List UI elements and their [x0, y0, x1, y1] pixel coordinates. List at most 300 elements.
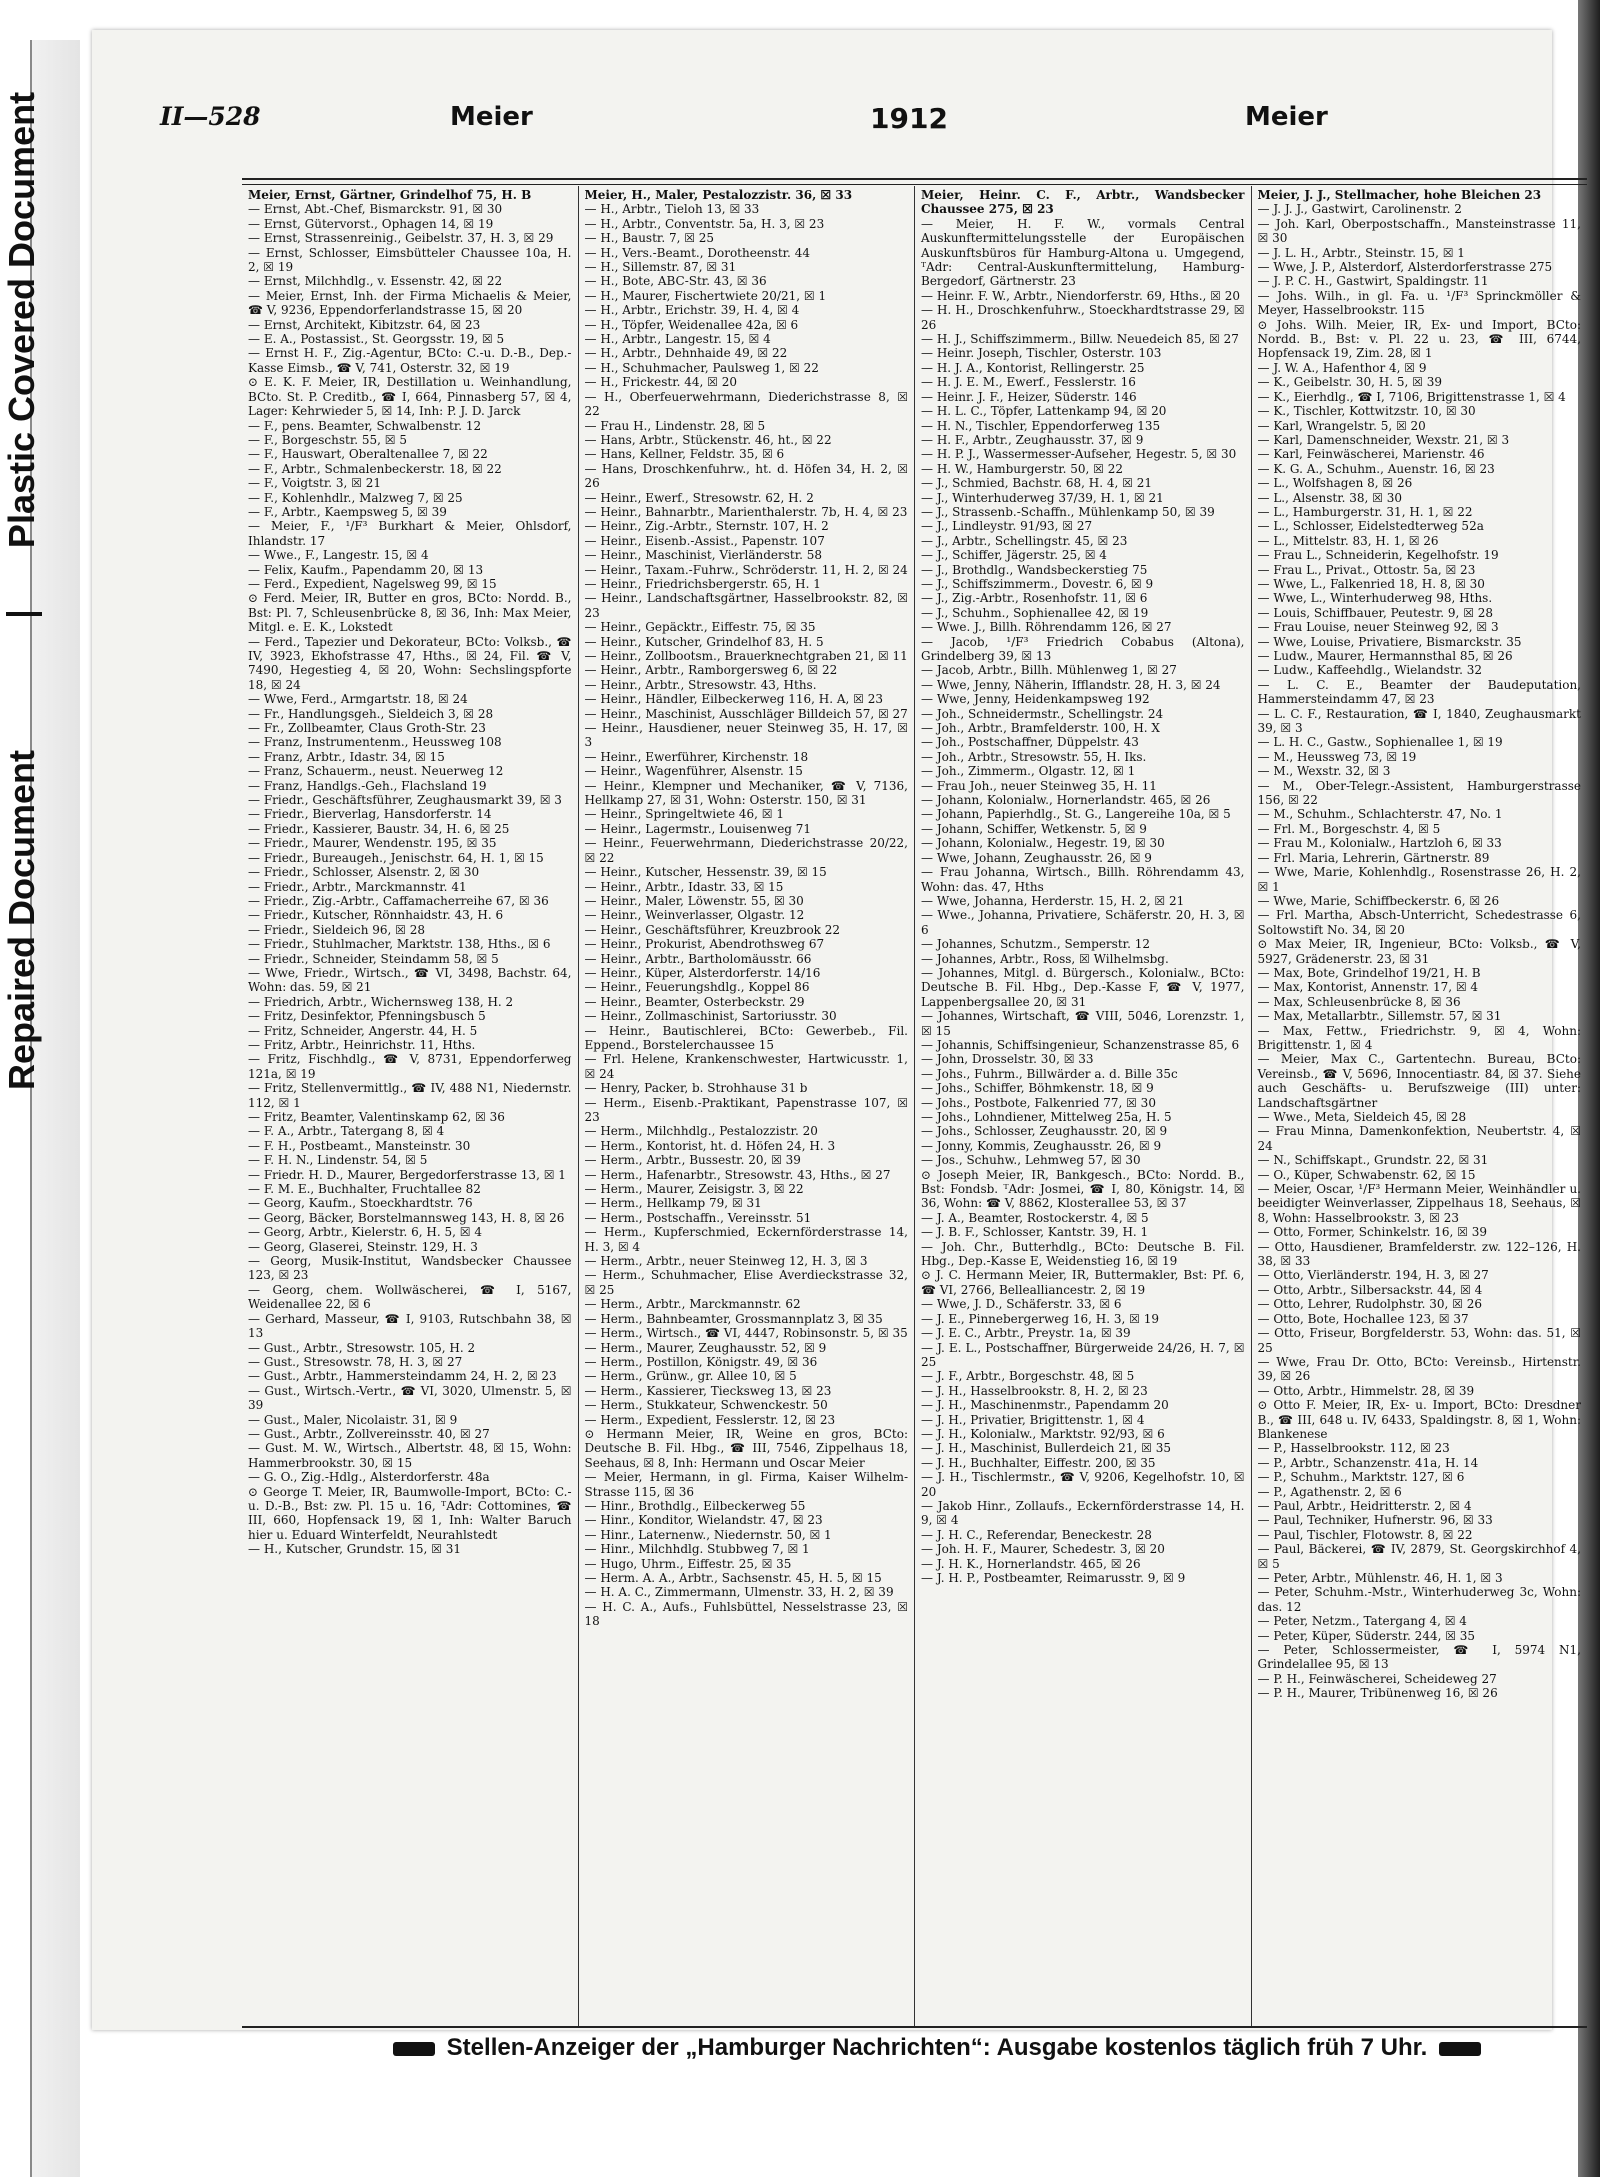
directory-entry: — Joh. H. F., Maurer, Schedestr. 3, ☒ 20	[921, 1542, 1165, 1557]
directory-entry: — Heinr., Zollbootsm., Brauerknechtgraben 21, ☒ 11	[584, 649, 908, 663]
directory-entry: — J. H., Maschinist, Bullerdeich 21, ☒ 35	[921, 1441, 1171, 1456]
directory-entry: — Otto, Arbtr., Himmelstr. 28, ☒ 39	[1257, 1383, 1475, 1398]
directory-entry: — P., Arbtr., Schanzenstr. 41a, H. 14	[1257, 1455, 1479, 1470]
directory-entry: — H. L. C., Töpfer, Lattenkamp 94, ☒ 20	[921, 404, 1167, 419]
directory-entry: — Frl. Helene, Krankenschwester, Hartwicusstr. 1, ☒ 24	[584, 1052, 908, 1081]
directory-entry: — Otto, Friseur, Borgfelderstr. 53, Wohn: das. 51, ☒ 25	[1257, 1326, 1581, 1355]
directory-entry: — J. F., Arbtr., Borgeschstr. 48, ☒ 5	[921, 1369, 1135, 1384]
directory-entry: ⊙ Hermann Meier, IR, Weine en gros, BCto: Deutsche B. Fil. Hbg., ☎ III, 7546, Zippelhaus 18, Seehaus, ☒ 8, Inh: Hermann und Oscar Meier	[584, 1426, 908, 1470]
directory-entry: — K. G. A., Schuhm., Auenstr. 16, ☒ 23	[1257, 461, 1495, 476]
directory-entry: — Heinr., Arbtr., Bartholomäusstr. 66	[584, 951, 812, 966]
directory-entry: — Georg, Musik-Institut, Wandsbecker Chaussee 123, ☒ 23	[248, 1254, 572, 1283]
directory-entry: — F. M. E., Buchhalter, Fruchtallee 82	[248, 1182, 481, 1197]
directory-entry: — Wwe, Louise, Privatiere, Bismarckstr. 35	[1257, 634, 1522, 649]
directory-entry: — Paul, Tischler, Flotowstr. 8, ☒ 22	[1257, 1527, 1473, 1542]
side-label-separator	[6, 612, 42, 616]
directory-entry: — Frl. M., Borgeschstr. 4, ☒ 5	[1257, 821, 1441, 836]
directory-entry: Meier, H., Maler, Pestalozzistr. 36, ☒ 33	[584, 188, 853, 202]
directory-entry: — Heinr., Kutscher, Hessenstr. 39, ☒ 15	[584, 865, 827, 880]
directory-entry: — Jonny, Kommis, Zeughausstr. 26, ☒ 9	[921, 1138, 1162, 1153]
directory-entry: — Otto, Lehrer, Rudolphstr. 30, ☒ 26	[1257, 1297, 1483, 1312]
directory-entry: — Otto, Former, Schinkelstr. 16, ☒ 39	[1257, 1225, 1488, 1240]
directory-entry: — Hugo, Uhrm., Eiffestr. 25, ☒ 35	[584, 1556, 792, 1571]
directory-entry: — Heinr., Händler, Eilbeckerweg 116, H. A, ☒ 23	[584, 692, 884, 707]
directory-entry: — J., Brothdlg., Wandsbeckerstieg 75	[921, 562, 1148, 577]
directory-entry: — Herm., Wirtsch., ☎ VI, 4447, Robinsonstr. 5, ☒ 35	[584, 1326, 908, 1341]
directory-entry: — Heinr., Zig.-Arbtr., Sternstr. 107, H. 2	[584, 519, 829, 534]
directory-entry: — Paul, Arbtr., Heidritterstr. 2, ☒ 4	[1257, 1498, 1472, 1513]
directory-entry: — Heinr. J. F., Heizer, Süderstr. 146	[921, 389, 1137, 404]
directory-entry: — Felix, Kaufm., Papendamm 20, ☒ 13	[248, 562, 484, 577]
directory-entry: — Gust., Maler, Nicolaistr. 31, ☒ 9	[248, 1412, 458, 1427]
directory-entry: — J., Schuhm., Sophienallee 42, ☒ 19	[921, 605, 1149, 620]
directory-entry: — Gust., Arbtr., Stresowstr. 105, H. 2	[248, 1340, 476, 1355]
directory-entry: — F., Kohlenhdlr., Malzweg 7, ☒ 25	[248, 490, 463, 505]
directory-entry: — Heinr., Ewerf., Stresowstr. 62, H. 2	[584, 490, 814, 505]
directory-entry: — Ferd., Expedient, Nagelsweg 99, ☒ 15	[248, 576, 497, 591]
column-1	[242, 186, 579, 2026]
directory-entry: — L. H. C., Gastw., Sophienallee 1, ☒ 19	[1257, 735, 1503, 750]
directory-entry: — F., Hauswart, Oberaltenallee 7, ☒ 22	[248, 447, 488, 462]
directory-entry: — Ludw., Maurer, Hermannsthal 85, ☒ 26	[1257, 649, 1513, 663]
directory-entry: — Joh., Postschaffner, Düppelstr. 43	[921, 735, 1139, 750]
directory-entry: — Meier, H. F. W., vormals Central Auskunftermittelungsstelle der Europäischen Auskunftsbüros für Hamburg-Altona u. Umgegend, ᵀAdr: Central-Auskunftermittelung, Hamburg-Bergedorf, Gärtnerstr. 23	[921, 216, 1245, 289]
directory-entry: — Herm., Kassierer, Tiecksweg 13, ☒ 23	[584, 1383, 832, 1398]
directory-entry: — Friedr., Bierverlag, Hansdorferstr. 14	[248, 807, 492, 822]
directory-entry: — Friedr., Sieldeich 96, ☒ 28	[248, 922, 425, 937]
directory-entry: — J., Schmied, Bachstr. 68, H. 4, ☒ 21	[921, 476, 1152, 491]
directory-entry: — Ferd., Tapezier und Dekorateur, BCto: Volksb., ☎ IV, 3923, Ekhofstrasse 47, Hths., ☒ 24, Fil. ☎ V, 7490, Hegestieg 4, ☒ 20, Wohn: Sechslingspforte 18, ☒ 24	[248, 634, 572, 692]
directory-entry: — M., Wexstr. 32, ☒ 3	[1257, 764, 1391, 779]
directory-entry: — H., Vers.-Beamt., Dorotheenstr. 44	[584, 245, 810, 260]
directory-entry: — F. H., Postbeamt., Mansteinstr. 30	[248, 1138, 471, 1153]
directory-entry: — Heinr., Maschinist, Ausschläger Billdeich 57, ☒ 27	[584, 706, 908, 721]
directory-entry: — Herm., Maurer, Zeisigstr. 3, ☒ 22	[584, 1182, 804, 1197]
directory-entry: — F. H. N., Lindenstr. 54, ☒ 5	[248, 1153, 428, 1168]
column-3	[915, 186, 1252, 2026]
directory-entry: — F., Voigtstr. 3, ☒ 21	[248, 476, 381, 491]
directory-entry: — Heinr., Küper, Alsterdorferstr. 14/16	[584, 965, 821, 980]
directory-entry: — Heinr., Eisenb.-Assist., Papenstr. 107	[584, 533, 825, 548]
directory-entry: — Georg, chem. Wollwäscherei, ☎ I, 5167, Weidenallee 22, ☒ 6	[248, 1282, 572, 1312]
directory-entry: — J. E. L., Postschaffner, Bürgerweide 24/26, H. 7, ☒ 25	[921, 1340, 1245, 1369]
directory-entry: — Johann, Papierhdlg., St. G., Langereihe 10a, ☒ 5	[921, 807, 1231, 822]
directory-entry: — Meier, Max C., Gartentechn. Bureau, BCto: Vereinsb., ☎ V, 5696, Innocentiastr. 84, ☒ 37. Siehe auch Geschäfts- u. Berufszweige (III) unter: Landschaftsgärtner	[1257, 1052, 1581, 1110]
directory-entry: — Georg, Bäcker, Borstelmannsweg 143, H. 8, ☒ 26	[248, 1210, 565, 1225]
directory-entry: — J. H. C., Referendar, Beneckestr. 28	[921, 1527, 1152, 1542]
directory-entry: — Henry, Packer, b. Strohhause 31 b	[584, 1081, 808, 1096]
directory-entry: — Paul, Techniker, Hufnerstr. 96, ☒ 33	[1257, 1513, 1493, 1528]
directory-entry: — Heinr., Maler, Löwenstr. 55, ☒ 30	[584, 893, 804, 908]
directory-entry: — Heinr., Weinverlasser, Olgastr. 12	[584, 908, 805, 923]
directory-entry: — Johann, Kolonialw., Hegestr. 19, ☒ 30	[921, 836, 1165, 851]
directory-entry: — Johannes, Mitgl. d. Bürgersch., Kolonialw., BCto: Deutsche B. Fil. Hbg., Dep.-Kasse F, ☎ V, 1977, Lappenbergsallee 20, ☒ 31	[921, 965, 1245, 1009]
side-label-repaired-text: Repaired Document	[1, 749, 43, 1091]
directory-entry: — Herm., Hafenarbtr., Stresowstr. 43, Hths., ☒ 27	[584, 1167, 891, 1182]
directory-entry: — Otto, Vierländerstr. 194, H. 3, ☒ 27	[1257, 1268, 1489, 1283]
directory-entry: — Wwe, Ferd., Armgartstr. 18, ☒ 24	[248, 692, 468, 707]
pointing-hand-icon	[1439, 2042, 1481, 2056]
directory-entry: — J. H., Tischlermstr., ☎ V, 9206, Kegelhofstr. 10, ☒ 20	[921, 1470, 1245, 1499]
directory-entry: — Herm., Postillon, Königstr. 49, ☒ 36	[584, 1354, 818, 1369]
directory-entry: — Heinr., Lagermstr., Louisenweg 71	[584, 821, 812, 836]
directory-entry: — Frau L., Schneiderin, Kegelhofstr. 19	[1257, 548, 1499, 563]
directory-entry: — F., pens. Beamter, Schwalbenstr. 12	[248, 418, 482, 433]
directory-entry: — J., Schiffer, Jägerstr. 25, ☒ 4	[921, 548, 1107, 563]
directory-entry: — H., Arbtr., Langestr. 15, ☒ 4	[584, 332, 771, 347]
column-4	[1252, 186, 1588, 2026]
directory-entry: — Gust., Wirtsch.-Vertr., ☎ VI, 3020, Ulmenstr. 5, ☒ 39	[248, 1383, 572, 1413]
directory-entry: — Ernst, Gütervorst., Ophagen 14, ☒ 19	[248, 216, 494, 231]
directory-entry: — J. H., Hasselbrookstr. 8, H. 2, ☒ 23	[921, 1383, 1148, 1398]
directory-entry: — Johann, Schiffer, Wetkenstr. 5, ☒ 9	[921, 821, 1147, 836]
directory-entry: — J. A., Beamter, Rostockerstr. 4, ☒ 5	[921, 1210, 1149, 1225]
directory-entry: — H., Töpfer, Weidenallee 42a, ☒ 6	[584, 317, 799, 332]
directory-entry: — Ernst H. F., Zig.-Agentur, BCto: C.-u. D.-B., Dep.-Kasse Eimsb., ☎ V, 741, Osterstr. 32, ☒ 19	[248, 346, 572, 375]
directory-entry: — Heinr., Arbtr., Ramborgersweg 6, ☒ 22	[584, 663, 838, 678]
directory-entry: — Fritz, Arbtr., Heinrichstr. 11, Hths.	[248, 1037, 476, 1052]
directory-entry: — Herm., Schuhmacher, Elise Averdieckstrasse 32, ☒ 25	[584, 1268, 908, 1297]
directory-entry: — Friedrich, Arbtr., Wichernsweg 138, H. 2	[248, 994, 514, 1009]
directory-entry: — F., Borgeschstr. 55, ☒ 5	[248, 432, 408, 447]
directory-entry: — K., Eierhdlg., ☎ I, 7106, Brigittenstrasse 1, ☒ 4	[1257, 389, 1566, 404]
directory-entry: — Max, Fettw., Friedrichstr. 9, ☒ 4, Wohn: Brigittenstr. 1, ☒ 4	[1257, 1023, 1581, 1052]
directory-entry: — P., Agathenstr. 2, ☒ 6	[1257, 1484, 1402, 1499]
directory-entry: — Friedr., Arbtr., Marckmannstr. 41	[248, 879, 467, 894]
directory-entry: — Karl, Wrangelstr. 5, ☒ 20	[1257, 418, 1426, 433]
directory-entry: — H., Schuhmacher, Paulsweg 1, ☒ 22	[584, 360, 819, 375]
side-label-plastic-text: Plastic Covered Document	[1, 91, 43, 549]
directory-entry: — L. C. F., Restauration, ☎ I, 1840, Zeughausmarkt 39, ☒ 3	[1257, 706, 1581, 736]
running-head	[160, 102, 1590, 154]
directory-entry: Meier, Ernst, Gärtner, Grindelhof 75, H. B	[248, 188, 532, 202]
directory-entry: — Friedr., Maurer, Wendenstr. 195, ☒ 35	[248, 836, 497, 851]
directory-entry: — L., Schlosser, Eidelstedterweg 52a	[1257, 519, 1484, 534]
directory-entry: — J., Strassenb.-Schaffn., Mühlenkamp 50, ☒ 39	[921, 504, 1215, 519]
directory-entry: — Friedr., Geschäftsführer, Zeughausmarkt 39, ☒ 3	[248, 793, 562, 808]
directory-entry: — Wwe, Friedr., Wirtsch., ☎ VI, 3498, Bachstr. 64, Wohn: das. 59, ☒ 21	[248, 965, 572, 995]
directory-entry: ⊙ George T. Meier, IR, Baumwolle-Import, BCto: C.-u. D.-B., Bst: zw. Pl. 15 u. 16, ᵀAdr: Cottomines, ☎ III, 660, Hopfensack 19, ☒ 1, Inh: Walter Baruch hier u. Eduard Winterfeldt, Neurahlstedt	[248, 1484, 572, 1542]
directory-entry: — Meier, Hermann, in gl. Firma, Kaiser Wilhelm-Strasse 115, ☒ 36	[584, 1470, 908, 1499]
directory-entry: — Heinr., Feuerungshdlg., Koppel 86	[584, 980, 810, 995]
directory-entry: — Otto, Arbtr., Silbersackstr. 44, ☒ 4	[1257, 1282, 1483, 1297]
directory-entry: — H., Arbtr., Dehnhaide 49, ☒ 22	[584, 346, 788, 361]
directory-entry: — Friedr. H. D., Maurer, Bergedorferstrasse 13, ☒ 1	[248, 1167, 566, 1182]
directory-entry: — Fr., Zollbeamter, Claus Groth-Str. 23	[248, 721, 486, 736]
directory-entry: — Georg, Glaserei, Steinstr. 129, H. 3	[248, 1239, 478, 1254]
directory-entry: — J. W. A., Hafenthor 4, ☒ 9	[1257, 360, 1427, 375]
directory-entry: — H. W., Hamburgerstr. 50, ☒ 22	[921, 461, 1124, 476]
directory-entry: — Joh., Arbtr., Stresowstr. 55, H. Iks.	[921, 749, 1147, 764]
directory-entry: — Karl, Feinwäscherei, Marienstr. 46	[1257, 447, 1485, 462]
directory-entry: — Georg, Arbtr., Kielerstr. 6, H. 5, ☒ 4	[248, 1225, 482, 1240]
directory-entry: — Heinr., Arbtr., Stresowstr. 43, Hths.	[584, 677, 817, 692]
directory-entry: — Frl. Martha, Absch-Unterricht, Schedestrasse 6, Soltowstift No. 34, ☒ 20	[1257, 908, 1581, 937]
directory-entry: — Frau M., Kolonialw., Hartzloh 6, ☒ 33	[1257, 836, 1502, 851]
directory-entry: — P. H., Maurer, Tribünenweg 16, ☒ 26	[1257, 1686, 1498, 1701]
directory-entry: — Fritz, Desinfektor, Pfenningsbusch 5	[248, 1009, 486, 1024]
directory-entry: — Ernst, Milchhdlg., v. Essenstr. 42, ☒ 22	[248, 274, 503, 289]
side-label-plastic	[2, 40, 42, 600]
directory-entry: — H., Arbtr., Erichstr. 39, H. 4, ☒ 4	[584, 303, 800, 318]
directory-entry: — Jacob, Arbtr., Billh. Mühlenweg 1, ☒ 27	[921, 663, 1177, 678]
directory-entry: — M., Ober-Telegr.-Assistent, Hamburgerstrasse 156, ☒ 22	[1257, 778, 1581, 808]
directory-entry: — L., Mittelstr. 83, H. 1, ☒ 26	[1257, 533, 1439, 548]
directory-entry: — Johs., Postbote, Falkenried 77, ☒ 30	[921, 1095, 1156, 1110]
directory-entry: — Herm., Arbtr., neuer Steinweg 12, H. 3, ☒ 3	[584, 1254, 868, 1269]
directory-entry: — P. H., Feinwäscherei, Scheideweg 27	[1257, 1671, 1497, 1686]
directory-entry: — Heinr., Friedrichsbergerstr. 65, H. 1	[584, 576, 821, 591]
directory-entry: — Wwe. J., Billh. Röhrendamm 126, ☒ 27	[921, 620, 1172, 635]
directory-entry: — Heinr., Ewerführer, Kirchenstr. 18	[584, 749, 809, 764]
directory-entry: — Johannes, Schutzm., Semperstr. 12	[921, 937, 1150, 952]
directory-entry: — H., Kutscher, Grundstr. 15, ☒ 31	[248, 1542, 461, 1557]
directory-entry: — Hinr., Milchhdlg. Stubbweg 7, ☒ 1	[584, 1542, 810, 1557]
directory-entry: ⊙ J. C. Hermann Meier, IR, Buttermakler, Bst: Pf. 6, ☎ VI, 2766, Bellealliancestr. 2, ☒ 19	[921, 1268, 1245, 1297]
directory-entry: — L., Wolfshagen 8, ☒ 26	[1257, 476, 1413, 491]
directory-entry: — Wwe, Frau Dr. Otto, BCto: Vereinsb., Hirtenstr. 39, ☒ 26	[1257, 1354, 1581, 1384]
directory-entry: — H. C. A., Aufs., Fuhlsbüttel, Nesselstrasse 23, ☒ 18	[584, 1599, 908, 1629]
directory-entry: — J. P. C. H., Gastwirt, Spaldingstr. 11	[1257, 274, 1489, 289]
directory-entry: — Joh., Schneidermstr., Schellingstr. 24	[921, 706, 1164, 721]
directory-entry: — M., Heussweg 73, ☒ 19	[1257, 749, 1417, 764]
directory-entry: — J. L. H., Arbtr., Steinstr. 15, ☒ 1	[1257, 245, 1465, 260]
directory-entry: — Johs., Fuhrm., Billwärder a. d. Bille 35c	[921, 1066, 1178, 1081]
directory-entry: — Jakob Hinr., Zollaufs., Eckernförderstrasse 14, H. 9, ☒ 4	[921, 1498, 1245, 1528]
directory-entry: — K., Tischler, Kottwitzstr. 10, ☒ 30	[1257, 404, 1476, 419]
directory-entry: — Friedr., Schlosser, Alsenstr. 2, ☒ 30	[248, 865, 480, 880]
directory-entry: — J. H., Kolonialw., Marktstr. 92/93, ☒ 6	[921, 1426, 1165, 1441]
directory-entry: — Max, Metallarbtr., Sillemstr. 57, ☒ 31	[1257, 1009, 1502, 1024]
directory-entry: — J., Winterhuderweg 37/39, H. 1, ☒ 21	[921, 490, 1164, 505]
directory-entry: — Max, Kontorist, Annenstr. 17, ☒ 4	[1257, 980, 1479, 995]
directory-entry: — Peter, Schuhm.-Mstr., Winterhuderweg 3c, Wohn: das. 12	[1257, 1585, 1581, 1614]
running-head-year: 1912	[870, 102, 948, 135]
directory-entry: — Herm., Kontorist, ht. d. Höfen 24, H. 3	[584, 1138, 836, 1153]
directory-entry: — Johannes, Arbtr., Ross, ☒ Wilhelmsbg.	[921, 951, 1169, 966]
directory-entry: — Wwe, Jenny, Näherin, Ifflandstr. 28, H. 3, ☒ 24	[921, 677, 1221, 692]
directory-entry: — Fr., Handlungsgeh., Sieldeich 3, ☒ 28	[248, 706, 494, 721]
column-2	[579, 186, 916, 2026]
directory-entry: — Joh., Arbtr., Bramfelderstr. 100, H. X	[921, 721, 1160, 736]
directory-entry: — Fritz, Beamter, Valentinskamp 62, ☒ 36	[248, 1110, 505, 1124]
directory-entry: — N., Schiffskapt., Grundstr. 22, ☒ 31	[1257, 1153, 1489, 1168]
directory-entry: — Fritz, Stellenvermittlg., ☎ IV, 488 N1, Niedernstr. 112, ☒ 1	[248, 1081, 572, 1110]
directory-entry: — H. N., Tischler, Eppendorferweg 135	[921, 418, 1161, 433]
directory-entry: — M., Schuhm., Schlachterstr. 47, No. 1	[1257, 807, 1503, 822]
directory-entry: — Wwe, Marie, Schiffbeckerstr. 6, ☒ 26	[1257, 893, 1500, 908]
directory-entry: — Johs. Wilh., in gl. Fa. u. ¹/F³ Sprinckmöller & Meyer, Hasselbrookstr. 115	[1257, 288, 1581, 318]
directory-entry: — Hinr., Brothdlg., Eilbeckerweg 55	[584, 1498, 806, 1513]
directory-entry: — Heinr., Maschinist, Vierländerstr. 58	[584, 548, 823, 563]
directory-entry: — Johs., Schiffer, Böhmkenstr. 18, ☒ 9	[921, 1081, 1154, 1096]
directory-entry: — Franz, Arbtr., Idastr. 34, ☒ 15	[248, 749, 445, 764]
directory-entry: — H. A. C., Zimmermann, Ulmenstr. 33, H. 2, ☒ 39	[584, 1585, 894, 1600]
directory-entry: — E. A., Postassist., St. Georgsstr. 19, ☒ 5	[248, 332, 505, 347]
footer-rule	[242, 2026, 1587, 2028]
directory-entry: — Jos., Schuhw., Lehmweg 57, ☒ 30	[921, 1153, 1141, 1168]
directory-entry: — Frau Louise, neuer Steinweg 92, ☒ 3	[1257, 620, 1499, 635]
directory-entry: — L., Hamburgerstr. 31, H. 1, ☒ 22	[1257, 504, 1473, 519]
directory-entry: — Friedr., Zig.-Arbtr., Caffamacherreihe 67, ☒ 36	[248, 893, 549, 908]
directory-entry: — Otto, Hausdiener, Bramfelderstr. zw. 122–126, H. 38, ☒ 33	[1257, 1239, 1581, 1269]
directory-entry: — Heinr., Feuerwehrmann, Diederichstrasse 20/22, ☒ 22	[584, 836, 908, 865]
directory-entry: — H., Maurer, Fischertwiete 20/21, ☒ 1	[584, 288, 827, 303]
directory-entry: — Wwe, J. D., Schäferstr. 33, ☒ 6	[921, 1297, 1122, 1312]
directory-entry: — Wwe, L., Falkenried 18, H. 8, ☒ 30	[1257, 576, 1485, 591]
directory-entry: — H., Bote, ABC-Str. 43, ☒ 36	[584, 274, 767, 289]
directory-entry: — Heinr., Kutscher, Grindelhof 83, H. 5	[584, 634, 824, 649]
directory-entry: — J. H. K., Hornerlandstr. 465, ☒ 26	[921, 1556, 1141, 1571]
directory-entry: — Wwe, Marie, Kohlenhdlg., Rosenstrasse 26, H. 2, ☒ 1	[1257, 865, 1581, 894]
side-label-repaired	[2, 640, 42, 1200]
directory-entry: — H. J., Schiffszimmerm., Billw. Neuedeich 85, ☒ 27	[921, 332, 1239, 347]
directory-entry: — Heinr., Zollmaschinist, Sartoriusstr. 30	[584, 1009, 837, 1024]
directory-entry: ⊙ Joseph Meier, IR, Bankgesch., BCto: Nordd. B., Bst: Fondsb. ᵀAdr: Josmei, ☎ I, 80, Königstr. 14, ☒ 36, Wohn: ☎ V, 8862, Klosterallee 53, ☒ 37	[921, 1167, 1245, 1211]
directory-entry: — Gust., Arbtr., Hammersteindamm 24, H. 2, ☒ 23	[248, 1369, 557, 1384]
directory-entry: — Wwe, Jenny, Heidenkampsweg 192	[921, 692, 1150, 707]
directory-entry: — Heinr., Taxam.-Fuhrw., Schröderstr. 11, H. 2, ☒ 24	[584, 562, 908, 577]
directory-entry: — Wwe., F., Langestr. 15, ☒ 4	[248, 548, 429, 563]
directory-entry: — Peter, Netzm., Tatergang 4, ☒ 4	[1257, 1614, 1467, 1629]
directory-entry: — J., Zig.-Arbtr., Rosenhofstr. 11, ☒ 6	[921, 591, 1148, 606]
directory-entry: — H., Arbtr., Tieloh 13, ☒ 33	[584, 202, 760, 217]
directory-entry: — Franz, Instrumentenm., Heussweg 108	[248, 735, 502, 750]
directory-entry: — H., Baustr. 7, ☒ 25	[584, 231, 715, 246]
directory-entry: — Hinr., Laternenw., Niedernstr. 50, ☒ 1	[584, 1527, 832, 1542]
directory-entry: — Herm., Hellkamp 79, ☒ 31	[584, 1196, 762, 1211]
directory-entry: — Johannes, Wirtschaft, ☎ VIII, 5046, Lorenzstr. 1, ☒ 15	[921, 1009, 1245, 1038]
directory-entry: — Hans, Kellner, Feldstr. 35, ☒ 6	[584, 447, 785, 462]
directory-entry: — O., Küper, Schwabenstr. 62, ☒ 15	[1257, 1167, 1476, 1182]
directory-entry: — Gust., Stresowstr. 78, H. 3, ☒ 27	[248, 1354, 463, 1369]
directory-entry: ⊙ E. K. F. Meier, IR, Destillation u. Weinhandlung, BCto. St. P. Creditb., ☎ I, 664, Pinnasberg 57, ☒ 4, Lager: Kehrwieder 5, ☒ 14, Inh: P. J. D. Jarck	[248, 375, 572, 419]
directory-entry: — J. H., Privatier, Brigittenstr. 1, ☒ 4	[921, 1412, 1145, 1427]
footer-text: Stellen-Anzeiger der „Hamburger Nachrichten“: Ausgabe kostenlos täglich früh 7 Uhr.	[446, 2034, 1428, 2061]
directory-entry: — J., Lindleystr. 91/93, ☒ 27	[921, 519, 1093, 534]
directory-entry: — Frau Johanna, Wirtsch., Billh. Röhrendamm 43, Wohn: das. 47, Hths	[921, 865, 1245, 894]
directory-entry: — H. F., Arbtr., Zeughausstr. 37, ☒ 9	[921, 432, 1144, 447]
directory-entry: — Max, Schleusenbrücke 8, ☒ 36	[1257, 994, 1461, 1009]
directory-entry: — J. B. F., Schlosser, Kantstr. 39, H. 1	[921, 1225, 1149, 1240]
directory-entry: — Heinr., Bautischlerei, BCto: Gewerbeb., Fil. Eppend., Borstelerchaussee 15	[584, 1023, 908, 1052]
directory-entry: — J., Schiffszimmerm., Dovestr. 6, ☒ 9	[921, 576, 1154, 591]
directory-entry: — P., Schuhm., Marktstr. 127, ☒ 6	[1257, 1470, 1465, 1485]
directory-entry: — F. A., Arbtr., Tatergang 8, ☒ 4	[248, 1124, 445, 1139]
directory-entry: — Wwe., Johanna, Privatiere, Schäferstr. 20, H. 3, ☒ 6	[921, 908, 1245, 937]
directory-entry: — John, Drosselstr. 30, ☒ 33	[921, 1052, 1094, 1067]
directory-entry: — Peter, Schlossermeister, ☎ I, 5974 N1, Grindelallee 95, ☒ 13	[1257, 1643, 1581, 1672]
directory-entry: — J. H., Maschinenmstr., Papendamm 20	[921, 1398, 1169, 1413]
directory-entry: — Louis, Schiffbauer, Peutestr. 9, ☒ 28	[1257, 605, 1494, 620]
directory-entry: — P., Hasselbrookstr. 112, ☒ 23	[1257, 1441, 1450, 1456]
header-rule	[242, 178, 1587, 185]
directory-entry: — Heinr., Klempner und Mechaniker, ☎ V, 7136, Hellkamp 27, ☒ 31, Wohn: Osterstr. 150, ☒ 31	[584, 778, 908, 808]
directory-entry: — Frau Minna, Damenkonfektion, Neubertstr. 4, ☒ 24	[1257, 1124, 1581, 1153]
directory-entry: — Friedr., Schneider, Steindamm 58, ☒ 5	[248, 951, 499, 966]
directory-entry: — Herm., Grünw., gr. Allee 10, ☒ 5	[584, 1369, 797, 1384]
directory-entry: — Peter, Arbtr., Mühlenstr. 46, H. 1, ☒ 3	[1257, 1571, 1503, 1585]
directory-entry: — Johs., Lohndiener, Mittelweg 25a, H. 5	[921, 1110, 1172, 1124]
directory-entry: — Herm., Expedient, Fesslerstr. 12, ☒ 23	[584, 1412, 836, 1427]
directory-entry: — Heinr. F. W., Arbtr., Niendorferstr. 69, Hths., ☒ 20	[921, 288, 1241, 303]
directory-entry: — H., Frickestr. 44, ☒ 20	[584, 375, 737, 390]
footer-ad	[317, 2034, 1557, 2062]
directory-entry: — Herm., Postschaffn., Vereinsstr. 51	[584, 1210, 812, 1225]
directory-entry: — Herm., Bahnbeamter, Grossmannplatz 3, ☒ 35	[584, 1311, 883, 1326]
directory-entry: — Herm., Eisenb.-Praktikant, Papenstrasse 107, ☒ 23	[584, 1095, 908, 1124]
directory-entry: — Herm., Arbtr., Marckmannstr. 62	[584, 1297, 801, 1312]
directory-entry: — J., Arbtr., Schellingstr. 45, ☒ 23	[921, 533, 1128, 548]
directory-entry: — Heinr., Bahnarbtr., Marienthalerstr. 7b, H. 4, ☒ 23	[584, 504, 908, 519]
directory-entry: — Friedr., Bureaugeh., Jenischstr. 64, H. 1, ☒ 15	[248, 850, 544, 865]
directory-entry: — Franz, Schauerm., neust. Neuerweg 12	[248, 764, 504, 779]
directory-entry: — Heinr., Prokurist, Abendrothsweg 67	[584, 937, 825, 952]
directory-entry: — Frau Joh., neuer Steinweg 35, H. 11	[921, 778, 1157, 793]
directory-entry: — Paul, Bäckerei, ☎ IV, 2879, St. Georgskirchhof 4, ☒ 5	[1257, 1542, 1581, 1571]
directory-entry: — Ludw., Kaffeehdlg., Wielandstr. 32	[1257, 663, 1482, 678]
directory-entry: — Wwe, J. P., Alsterdorf, Alsterdorferstrasse 275	[1257, 260, 1553, 275]
directory-entry: — Jacob, ¹/F³ Friedrich Cobabus (Altona), Grindelberg 39, ☒ 13	[921, 634, 1245, 663]
directory-entry: — Ernst, Abt.-Chef, Bismarckstr. 91, ☒ 30	[248, 202, 503, 217]
directory-entry: — Frau L., Privat., Ottostr. 5a, ☒ 23	[1257, 562, 1476, 577]
directory-entry: — H. P. J., Wassermesser-Aufseher, Hegestr. 5, ☒ 30	[921, 447, 1237, 462]
directory-entry: — Fritz, Schneider, Angerstr. 44, H. 5	[248, 1023, 478, 1038]
directory-entry: ⊙ Otto F. Meier, IR, Ex- u. Import, BCto: Dresdner B., ☎ III, 648 u. IV, 6433, Spaldingstr. 8, ☒ 1, Wohn: Blankenese	[1257, 1398, 1581, 1441]
directory-entry: — Wwe, Johann, Zeughausstr. 26, ☒ 9	[921, 850, 1152, 865]
directory-columns	[242, 186, 1587, 2026]
directory-entry: — Friedr., Kassierer, Baustr. 34, H. 6, ☒ 25	[248, 821, 510, 836]
directory-entry: — Wwe, Johanna, Herderstr. 15, H. 2, ☒ 21	[921, 893, 1185, 908]
directory-entry: — H., Oberfeuerwehrmann, Diederichstrasse 8, ☒ 22	[584, 389, 908, 419]
directory-entry: — Heinr., Gepäcktr., Eiffestr. 75, ☒ 35	[584, 620, 816, 635]
directory-entry: Meier, J. J., Stellmacher, hohe Bleichen 23	[1257, 188, 1542, 202]
directory-entry: — Heinr., Springeltwiete 46, ☒ 1	[584, 807, 785, 822]
directory-entry: — Heinr., Arbtr., Idastr. 33, ☒ 15	[584, 879, 784, 894]
directory-entry: — J. H. P., Postbeamter, Reimarusstr. 9, ☒ 9	[921, 1571, 1186, 1585]
pointing-hand-icon	[393, 2042, 435, 2056]
directory-entry: — Karl, Damenschneider, Wexstr. 21, ☒ 3	[1257, 432, 1510, 447]
directory-entry: — Herm., Arbtr., Bussestr. 20, ☒ 39	[584, 1153, 801, 1168]
directory-entry: — Joh., Zimmerm., Olgastr. 12, ☒ 1	[921, 764, 1136, 779]
directory-entry: — F., Arbtr., Schmalenbeckerstr. 18, ☒ 22	[248, 461, 502, 476]
directory-entry: — G. O., Zig.-Hdlg., Alsterdorferstr. 48a	[248, 1470, 490, 1485]
directory-entry: — K., Geibelstr. 30, H. 5, ☒ 39	[1257, 375, 1442, 390]
directory-entry: — Heinr., Wagenführer, Alsenstr. 15	[584, 764, 803, 779]
directory-entry: — Meier, F., ¹/F³ Burkhart & Meier, Ohlsdorf, Ihlandstr. 17	[248, 519, 572, 548]
directory-page	[92, 30, 1581, 2061]
directory-entry: ⊙ Max Meier, IR, Ingenieur, BCto: Volksb., ☎ V, 5927, Grädenerstr. 23, ☒ 31	[1257, 937, 1581, 966]
directory-entry: — H. J. E. M., Ewerf., Fesslerstr. 16	[921, 375, 1136, 390]
directory-entry: — Heinr., Hausdiener, neuer Steinweg 35, H. 17, ☒ 3	[584, 721, 908, 750]
directory-entry: — Franz, Handlgs.-Geh., Flachsland 19	[248, 778, 487, 793]
directory-entry: — Friedr., Stuhlmacher, Marktstr. 138, Hths., ☒ 6	[248, 937, 551, 952]
directory-entry: — Heinr., Beamter, Osterbeckstr. 29	[584, 994, 805, 1009]
running-head-left: Meier	[450, 102, 533, 132]
directory-entry: — Johs., Schlosser, Zeughausstr. 20, ☒ 9	[921, 1124, 1168, 1139]
directory-entry: — Ernst, Strassenreinig., Geibelstr. 37, H. 3, ☒ 29	[248, 231, 554, 246]
directory-entry: — Fritz, Fischhdlg., ☎ V, 8731, Eppendorferweg 121a, ☒ 19	[248, 1052, 572, 1081]
directory-entry: — Otto, Bote, Hochallee 123, ☒ 37	[1257, 1311, 1469, 1326]
directory-entry: — L., Alsenstr. 38, ☒ 30	[1257, 490, 1402, 505]
directory-entry: — Joh. Chr., Butterhdlg., BCto: Deutsche B. Fil. Hbg., Dep.-Kasse E, Weidenstieg 16, ☒ 19	[921, 1239, 1245, 1269]
directory-entry: — Hinr., Konditor, Wielandstr. 47, ☒ 23	[584, 1513, 823, 1528]
directory-entry: — J. J. J., Gastwirt, Carolinenstr. 2	[1257, 202, 1462, 217]
directory-entry: — J. E. C., Arbtr., Preystr. 1a, ☒ 39	[921, 1326, 1131, 1341]
directory-entry: — Gust. M. W., Wirtsch., Albertstr. 48, ☒ 15, Wohn: Hammerbrookstr. 30, ☒ 15	[248, 1441, 572, 1470]
directory-entry: Meier, Heinr. C. F., Arbtr., Wandsbecker Chaussee 275, ☒ 23	[921, 188, 1245, 217]
directory-entry: — Meier, Oscar, ¹/F³ Hermann Meier, Weinhändler u. beeidigter Weinverlasser, Zippelhaus 18, Seehaus, ☒ 8, Wohn: Hasselbrookstr. 3, ☒ 23	[1257, 1182, 1581, 1225]
